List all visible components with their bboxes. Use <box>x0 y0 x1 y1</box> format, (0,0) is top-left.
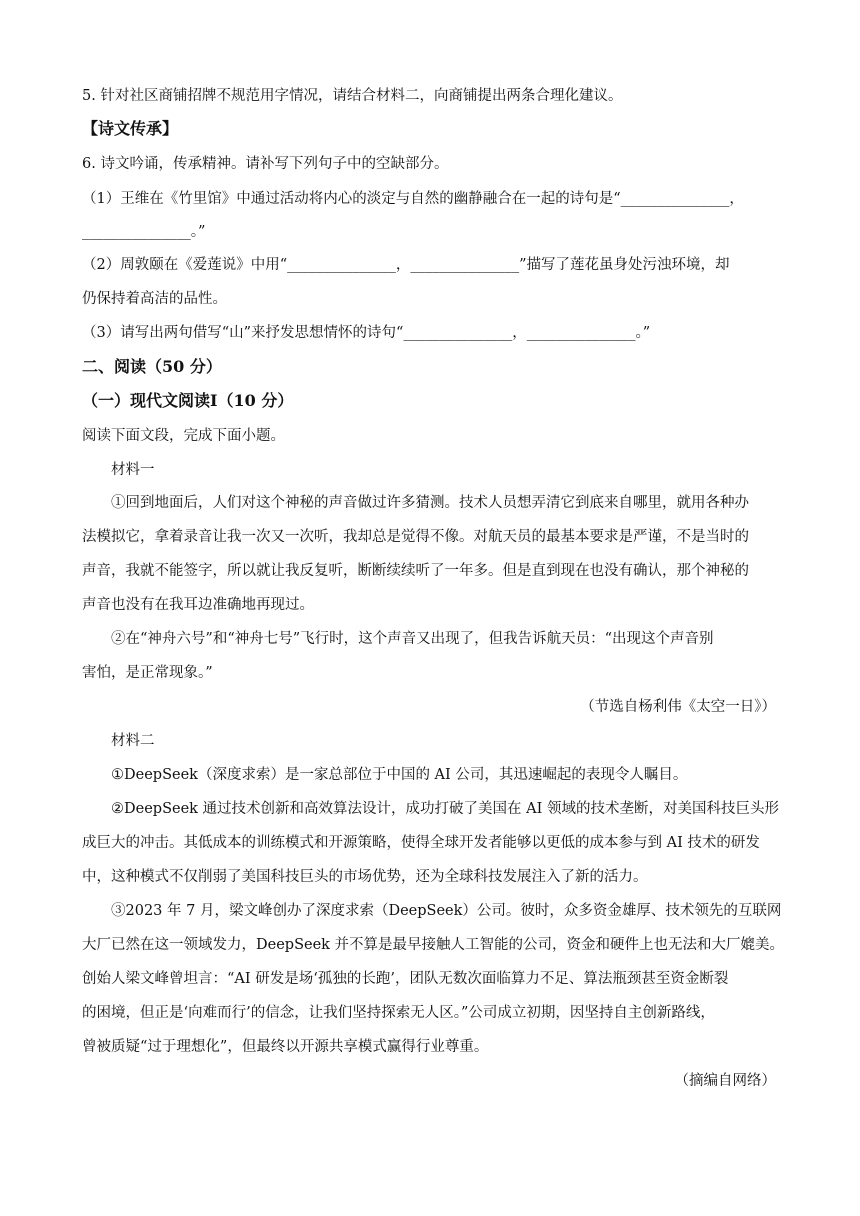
question-6-1-line1: （1）王维在《竹里馆》中通过活动将内心的淡定与自然的幽静融合在一起的诗句是“_______________， <box>82 191 744 207</box>
material-2-paragraph-2-line-1: ②DeepSeek 通过技术创新和高效算法设计，成功打破了美国在 AI 领域的技术垄断，对美国科技巨头形 <box>111 801 779 817</box>
question-5: 5. 针对社区商铺招牌不规范用字情况，请结合材料二，向商铺提出两条合理化建议。 <box>82 88 623 104</box>
material-2-label: 材料二 <box>111 733 155 749</box>
material-2-paragraph-3-line-3: 创始人梁文峰曾坦言：“AI 研发是场‘孤独的长跑’，团队无数次面临算力不足、算法瓶颈甚至资金断裂 <box>82 971 729 987</box>
reading-instruction: 阅读下面文段，完成下面小题。 <box>82 428 285 444</box>
section-heading-poetry: 【诗文传承】 <box>82 119 179 138</box>
material-1-paragraph-1-line-4: 声音也没有在我耳边准确地再现过。 <box>82 597 314 613</box>
question-6-1-line2: _______________。” <box>82 224 206 240</box>
question-6-2-line1: （2）周敦颐在《爱莲说》中用“_______________，_______________”描写了莲花虽身处污浊环境，却 <box>82 257 730 273</box>
material-1-paragraph-2-line-1: ②在“神舟六号”和“神舟七号”飞行时，这个声音又出现了，但我告诉航天员：“出现这个声音别 <box>111 631 714 647</box>
material-1-paragraph-1-line-1: ①回到地面后，人们对这个神秘的声音做过许多猜测。技术人员想弄清它到底来自哪里，就用各种办 <box>111 495 749 511</box>
question-6-2-line2: 仍保持着高洁的品性。 <box>82 291 227 307</box>
sub-section-1-title: （一）现代文阅读Ⅰ（10 分） <box>82 391 294 410</box>
material-1-label: 材料一 <box>111 462 155 478</box>
material-2-paragraph-3-line-1: ③2023 年 7 月，梁文峰创办了深度求索（DeepSeek）公司。彼时，众多资金雄厚、技术领先的互联网 <box>111 903 782 919</box>
material-1-paragraph-2-line-2: 害怕，是正常现象。” <box>82 665 213 681</box>
question-6: 6. 诗文吟诵，传承精神。请补写下列句子中的空缺部分。 <box>82 156 449 172</box>
material-2-paragraph-3-line-2: 大厂已然在这一领域发力，DeepSeek 并不算是最早接触人工智能的公司，资金和硬件上也无法和大厂媲美。 <box>82 937 785 953</box>
question-6-3: （3）请写出两句借写“山”来抒发思想情怀的诗句“_______________，_______________。” <box>82 325 651 341</box>
material-2-paragraph-3-line-5: 曾被质疑“过于理想化”，但最终以开源共享模式赢得行业尊重。 <box>82 1039 489 1055</box>
material-1-source: （节选自杨利伟《太空一日》） <box>580 699 776 715</box>
material-2-paragraph-3-line-4: 的困境，但正是‘向难而行’的信念，让我们坚持探索无人区。”公司成立初期，因坚持自主创新路线， <box>82 1005 715 1021</box>
part-2-title: 二、阅读（50 分） <box>82 357 222 376</box>
material-2-paragraph-1: ①DeepSeek（深度求索）是一家总部位于中国的 AI 公司，其迅速崛起的表现令人瞩目。 <box>111 767 688 783</box>
material-2-source: （摘编自网络） <box>674 1073 776 1089</box>
material-1-paragraph-1-line-3: 声音，我就不能签字，所以就让我反复听，断断续续听了一年多。但是直到现在也没有确认，那个神秘的 <box>82 563 749 579</box>
material-2-paragraph-2-line-2: 成巨大的冲击。其低成本的训练模式和开源策略，使得全球开发者能够以更低的成本参与到 AI 技术的研发 <box>82 835 760 851</box>
material-2-paragraph-2-line-3: 中，这种模式不仅削弱了美国科技巨头的市场优势，还为全球科技发展注入了新的活力。 <box>82 869 648 885</box>
material-1-paragraph-1-line-2: 法模拟它，拿着录音让我一次又一次听，我却总是觉得不像。对航天员的最基本要求是严谨，不是当时的 <box>82 529 749 545</box>
